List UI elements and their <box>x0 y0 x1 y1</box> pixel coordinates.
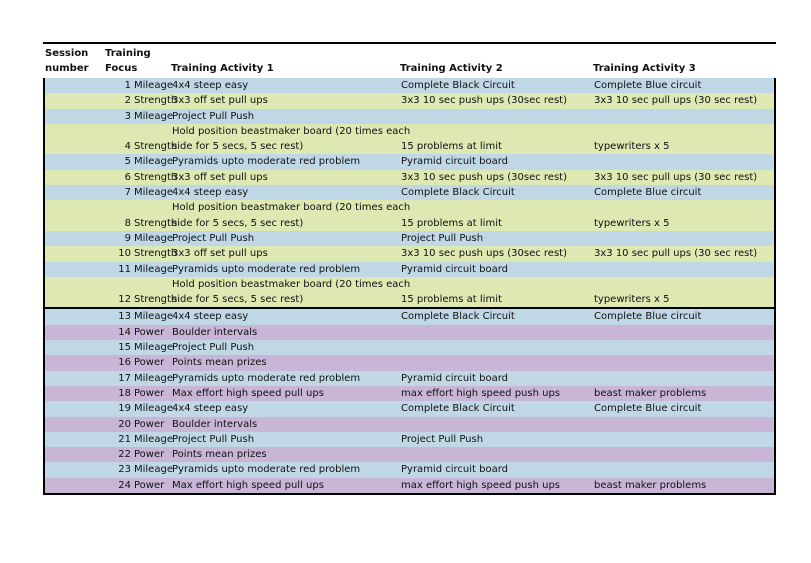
header-activity-3: Training Activity 3 <box>593 63 696 74</box>
header-focus-line2: Focus <box>105 63 138 74</box>
training-activity-1: Max effort high speed pull ups <box>172 479 324 491</box>
training-focus: Strength <box>134 248 178 260</box>
training-activity-2: Complete Black Circuit <box>401 311 515 323</box>
training-activity-2: Complete Black Circuit <box>401 403 515 415</box>
training-activity-3: typewriters x 5 <box>594 217 670 229</box>
training-focus: Power <box>134 479 165 491</box>
training-activity-1: 4x4 steep easy <box>172 403 249 415</box>
training-activity-2: max effort high speed push ups <box>401 479 561 491</box>
training-focus: Mileage <box>134 156 173 168</box>
table-row <box>45 170 774 185</box>
training-activity-1: Pyramids upto moderate red problem <box>172 263 361 275</box>
table-body <box>43 78 776 495</box>
table-row <box>45 307 774 324</box>
training-activity-1: Hold position beastmaker board (20 times each side for 5 secs, 5 sec rest) <box>172 125 411 153</box>
training-activity-3: Complete Blue circuit <box>594 187 702 199</box>
header-activity-2: Training Activity 2 <box>400 63 503 74</box>
training-activity-1: Hold position beastmaker board (20 times each side for 5 secs, 5 sec rest) <box>172 278 411 306</box>
table-row <box>45 325 774 340</box>
training-activity-1: 4x4 steep easy <box>172 187 249 199</box>
training-focus: Power <box>134 326 165 338</box>
training-activity-3: 3x3 10 sec pull ups (30 sec rest) <box>594 95 758 107</box>
training-activity-1: Project Pull Push <box>172 232 255 244</box>
training-focus: Power <box>134 449 165 461</box>
table-row <box>45 432 774 447</box>
session-number: 13 <box>118 311 131 323</box>
training-activity-3: Complete Blue circuit <box>594 311 702 323</box>
training-activity-1: Points mean prizes <box>172 449 267 461</box>
training-focus: Strength <box>134 95 178 107</box>
training-activity-1: Pyramids upto moderate red problem <box>172 156 361 168</box>
training-activity-1: Project Pull Push <box>172 433 255 445</box>
table-row <box>45 78 774 93</box>
training-activity-1: Hold position beastmaker board (20 times each side for 5 secs, 5 sec rest) <box>172 202 411 229</box>
training-activity-3: typewriters x 5 <box>594 141 670 153</box>
session-number: 2 <box>124 95 131 107</box>
training-activity-1: Points mean prizes <box>172 357 267 369</box>
table-row <box>45 93 774 108</box>
training-activity-3: beast maker problems <box>594 387 707 399</box>
training-focus: Mileage <box>134 80 173 91</box>
training-activity-1: 3x3 off set pull ups <box>172 248 268 260</box>
table-row <box>45 200 774 231</box>
session-number: 4 <box>124 141 131 153</box>
session-number: 24 <box>118 479 131 491</box>
training-focus: Mileage <box>134 342 173 354</box>
table-row <box>45 262 774 277</box>
training-activity-2: Complete Black Circuit <box>401 80 515 91</box>
table-row <box>45 355 774 370</box>
training-activity-2: 3x3 10 sec push ups (30sec rest) <box>401 171 567 183</box>
session-number: 7 <box>124 187 131 199</box>
table-row <box>45 185 774 200</box>
training-activity-2: Complete Black Circuit <box>401 187 515 199</box>
session-number: 8 <box>124 217 131 229</box>
training-focus: Mileage <box>134 232 173 244</box>
session-number: 17 <box>118 372 131 384</box>
training-focus: Mileage <box>134 187 173 199</box>
session-number: 5 <box>124 156 131 168</box>
session-number: 16 <box>118 357 131 369</box>
training-activity-2: Pyramid circuit board <box>401 263 508 275</box>
table-row <box>45 478 774 493</box>
training-activity-1: 3x3 off set pull ups <box>172 95 268 107</box>
table-row <box>45 154 774 169</box>
header-focus-line1: Training <box>105 48 151 59</box>
training-activity-1: Max effort high speed pull ups <box>172 387 324 399</box>
training-activity-3: typewriters x 5 <box>594 294 670 306</box>
session-number: 19 <box>118 403 131 415</box>
session-number: 14 <box>118 326 131 338</box>
training-focus: Mileage <box>134 464 173 476</box>
training-activity-2: max effort high speed push ups <box>401 387 561 399</box>
training-activity-3: Complete Blue circuit <box>594 403 702 415</box>
session-number: 20 <box>118 418 131 430</box>
header-session-line1: Session <box>45 48 89 59</box>
training-focus: Mileage <box>134 311 173 323</box>
table-row <box>45 386 774 401</box>
session-number: 3 <box>124 110 131 122</box>
training-activity-1: Project Pull Push <box>172 342 255 354</box>
training-focus: Power <box>134 387 165 399</box>
table-row <box>45 109 774 124</box>
training-focus: Power <box>134 357 165 369</box>
session-number: 9 <box>124 232 131 244</box>
training-activity-2: 15 problems at limit <box>401 217 502 229</box>
training-activity-3: Complete Blue circuit <box>594 80 702 91</box>
training-activity-2: Pyramid circuit board <box>401 372 508 384</box>
training-activity-1: Project Pull Push <box>172 110 255 122</box>
training-focus: Mileage <box>134 110 173 122</box>
table-row <box>45 371 774 386</box>
training-focus: Mileage <box>134 372 173 384</box>
training-activity-2: 15 problems at limit <box>401 294 502 306</box>
training-activity-2: Project Pull Push <box>401 433 484 445</box>
table-row <box>45 277 774 308</box>
table-row <box>45 447 774 462</box>
training-focus: Strength <box>134 141 178 153</box>
training-activity-1: 4x4 steep easy <box>172 311 249 323</box>
training-activity-1: 4x4 steep easy <box>172 80 249 91</box>
session-number: 12 <box>118 294 131 306</box>
training-activity-3: 3x3 10 sec pull ups (30 sec rest) <box>594 171 758 183</box>
training-focus: Mileage <box>134 403 173 415</box>
table-header <box>43 44 776 78</box>
training-activity-2: 15 problems at limit <box>401 141 502 153</box>
table-row <box>45 462 774 477</box>
training-activity-2: Project Pull Push <box>401 232 484 244</box>
table-row <box>45 417 774 432</box>
training-activity-2: 3x3 10 sec push ups (30sec rest) <box>401 95 567 107</box>
session-number: 18 <box>118 387 131 399</box>
table-row <box>45 124 774 155</box>
training-activity-1: Pyramids upto moderate red problem <box>172 372 361 384</box>
header-session-line2: number <box>45 63 89 74</box>
table-row <box>45 246 774 261</box>
training-focus: Strength <box>134 171 178 183</box>
table-row <box>45 340 774 355</box>
training-activity-3: beast maker problems <box>594 479 707 491</box>
session-number: 15 <box>118 342 131 354</box>
session-number: 22 <box>118 449 131 461</box>
session-number: 23 <box>118 464 131 476</box>
training-focus: Power <box>134 418 165 430</box>
training-schedule-table <box>43 42 776 495</box>
header-activity-1: Training Activity 1 <box>171 63 274 74</box>
training-focus: Strength <box>134 294 178 306</box>
training-activity-3: 3x3 10 sec pull ups (30 sec rest) <box>594 248 758 260</box>
training-activity-1: 3x3 off set pull ups <box>172 171 268 183</box>
table-row <box>45 401 774 416</box>
training-focus: Mileage <box>134 433 173 445</box>
training-activity-1: Boulder intervals <box>172 326 258 338</box>
training-activity-2: 3x3 10 sec push ups (30sec rest) <box>401 248 567 260</box>
table-row <box>45 231 774 246</box>
training-focus: Mileage <box>134 263 173 275</box>
session-number: 10 <box>118 248 131 260</box>
session-number: 21 <box>118 433 131 445</box>
training-activity-1: Boulder intervals <box>172 418 258 430</box>
training-activity-2: Pyramid circuit board <box>401 156 508 168</box>
session-number: 6 <box>124 171 131 183</box>
training-activity-2: Pyramid circuit board <box>401 464 508 476</box>
training-focus: Strength <box>134 217 178 229</box>
session-number: 11 <box>118 263 131 275</box>
training-activity-1: Pyramids upto moderate red problem <box>172 464 361 476</box>
session-number: 1 <box>124 80 131 91</box>
